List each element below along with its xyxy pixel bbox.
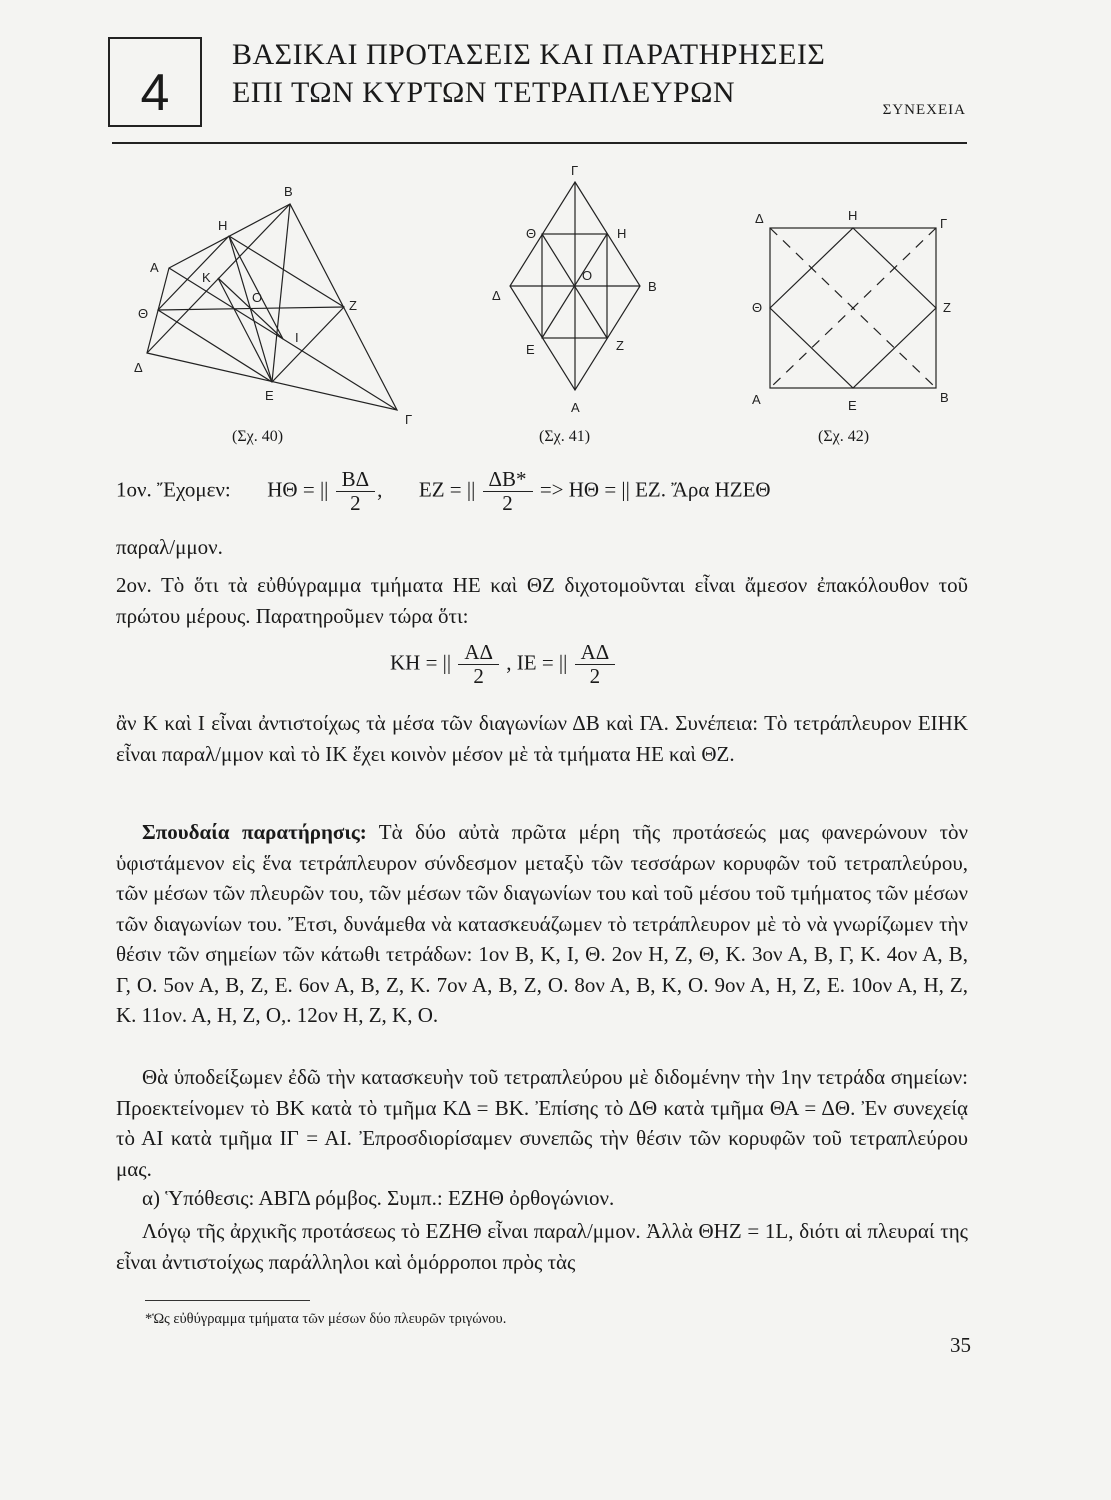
paragraph-step2-consequence: ἂν Κ καὶ Ι εἶναι ἀντιστοίχως τὰ μέσα τῶν διαγωνίων ΔΒ καὶ ΓΑ. Συνέπεια: Τὸ τετράπλευρον ΕΙΗΚ εἶναι παραλ/μμον καὶ τὸ ΙΚ ἔχει κοινὸν μέσον μὲ τὰ τμήματα ΗΕ καὶ ΘΖ. bbox=[116, 711, 968, 766]
fig40-label-k: Κ bbox=[202, 270, 211, 285]
remark-label: Σπουδαία παρατήρησις: bbox=[142, 820, 367, 844]
figure-41 bbox=[478, 160, 678, 425]
fig40-label-th: Θ bbox=[138, 306, 149, 321]
fig40-label-i: Ι bbox=[295, 330, 299, 345]
fraction-bd-over-2: $\frac{B\Delta}{2}$ bbox=[336, 468, 376, 515]
caption-fig42: (Σχ. 42) bbox=[818, 428, 870, 445]
step1-continuation: παραλ/μμον. bbox=[116, 535, 223, 559]
paragraph-construction: Θὰ ὑποδείξωμεν ἐδῶ τὴν κατασκευὴν τοῦ τετραπλεύρου μὲ διδομένην τὴν 1ην τετράδα σημείων: Προεκτείνομεν τὸ ΒΚ κατὰ τὸ τμῆμα ΚΔ = ΒΚ. Ἐπίσης τὸ ΔΘ κατὰ τμῆμα ΘΑ = ΔΘ. Ἐν συνεχείᾳ τὸ ΑΙ κατὰ τμῆμα ΙΓ = ΑΙ. Ἐπροσδιορίσαμεν συνεπῶς τὴν θέσιν τῶν κορυφῶν τοῦ τετραπλεύρου μας. bbox=[116, 1065, 968, 1181]
chapter-title-line2: ΕΠΙ ΤΩΝ ΚΥΡΤΩΝ ΤΕΤΡΑΠΛΕΥΡΩΝ bbox=[232, 76, 736, 109]
fig40-segment-hi bbox=[229, 236, 283, 339]
fig41-label-g: Γ bbox=[571, 163, 579, 178]
fig41-label-a: Α bbox=[571, 400, 580, 415]
chapter-number: 4 bbox=[140, 64, 170, 122]
fraction-db-over-2: $\frac{\Delta B*}{2}$ bbox=[483, 468, 533, 515]
paragraph-step2: 2ον. Τὸ ὅτι τὰ εὐθύγραμμα τμήματα ΗΕ καὶ ΘΖ διχοτομοῦνται εἶναι ἄμεσον ἐπακόλουθον τοῦ πρώτου μέρους. Παρατηροῦμεν τώρα ὅτι: bbox=[116, 573, 968, 628]
fig41-label-d: Δ bbox=[492, 288, 501, 303]
fig40-label-b: Β bbox=[284, 184, 293, 199]
fig40-label-o: Ο bbox=[252, 290, 263, 305]
fig40-segment-be bbox=[272, 204, 290, 382]
caption-fig41: (Σχ. 41) bbox=[539, 428, 591, 445]
page-number: 35 bbox=[950, 1333, 971, 1357]
fig42-label-b: Β bbox=[940, 390, 949, 405]
fig42-label-d: Δ bbox=[755, 211, 764, 226]
step1-ht: ΗΘ = || bbox=[267, 477, 329, 502]
chapter-number-box bbox=[108, 37, 202, 127]
equation-kh-ie: ΚΗ = || $\frac{A\Delta}{2}$ , ΙΕ = || $\frac{A\Delta}{2}$ bbox=[390, 641, 617, 688]
fig42-label-th: Θ bbox=[752, 300, 763, 315]
fig42-label-z: Ζ bbox=[943, 300, 951, 315]
fig40-label-a: Α bbox=[150, 260, 159, 275]
fig42-diagonal-ga bbox=[770, 228, 936, 388]
fig42-label-h: Η bbox=[848, 208, 858, 223]
paragraph-remark: Σπουδαία παρατήρησις: Τὰ δύο αὐτὰ πρῶτα μέρη τῆς προτάσεώς μας φανερώνουν τὸν ὑφιστάμενον εἰς ἕνα τετράπλευρον σύνδεσμον μεταξὺ τῶν τεσσάρων κορυφῶν τοῦ τετραπλεύρου, τῶν μέσων τῶν πλευρῶν του, τῶν μέσων τῶν διαγωνίων του καὶ τοῦ μέσου τοῦ τμήματος τῶν μέσων τῶν διαγωνίων του. Ἔτσι, δυνάμεθα νὰ κατασκευάζωμεν τὸ τετράπλευρον μὲ τὸ νὰ γνωρίζωμεν τὴν θέσιν τῶν σημείων τῶν κάτωθι τετράδων: 1ον Β, Κ, Ι, Θ. 2ον Η, Ζ, Θ, Κ. 3ον Α, Β, Γ, Κ. 4ον Α, Β, Γ, Ο. 5ον Α, Β, Ζ, Ε. 6ον Α, Β, Ζ, Κ. 7ον Α, Β, Ζ, Ο. 8ον Α, Β, Κ, Ο. 9ον Α, Η, Ζ, Ε. 10ον Α, Η, Ζ, Κ. 11ον. Α, Η, Ζ, Ο,. 12ον Η, Ζ, Κ, Ο. bbox=[116, 820, 968, 1027]
fig41-label-b: Β bbox=[648, 279, 657, 294]
fig40-label-h: Η bbox=[218, 218, 228, 233]
step1-prefix: 1ον. Ἔχομεν: bbox=[116, 477, 231, 502]
figure-42 bbox=[730, 160, 965, 425]
fig40-segment-ke bbox=[218, 278, 272, 382]
fig40-label-e: Ε bbox=[265, 388, 274, 403]
fig42-label-e: Ε bbox=[848, 398, 857, 413]
fig41-label-e: Ε bbox=[526, 342, 535, 357]
fig42-label-a: Α bbox=[752, 392, 761, 407]
chapter-subtitle: ΣΥΝΕΧΕΙΑ bbox=[882, 102, 966, 118]
fig40-label-z: Ζ bbox=[349, 298, 357, 313]
chapter-title-line1: ΒΑΣΙΚΑΙ ΠΡΟΤΑΣΕΙΣ ΚΑΙ ΠΑΡΑΤΗΡΗΣΕΙΣ bbox=[232, 38, 826, 71]
step1-equation: 1ον. Ἔχομεν: ΗΘ = || $\frac{B\Delta}{2}$ , ΕΖ = || $\frac{\Delta B*}{2}$ => ΗΘ = || ΕΖ. Ἄρα ΗΖΕΘ bbox=[116, 467, 771, 516]
footnote-rule bbox=[145, 1300, 310, 1301]
step1-conclusion: => ΗΘ = || ΕΖ. Ἄρα ΗΖΕΘ bbox=[539, 477, 771, 502]
figure-40 bbox=[112, 160, 432, 425]
fraction-ad-over-2-second: $\frac{A\Delta}{2}$ bbox=[575, 641, 616, 688]
fig41-label-z: Ζ bbox=[616, 338, 624, 353]
footnote: *Ὡς εὐθύγραμμα τμήματα τῶν μέσων δύο πλευρῶν τριγώνου. bbox=[145, 1311, 507, 1327]
caption-fig40: (Σχ. 40) bbox=[232, 428, 284, 445]
fraction-ad-over-2-first: $\frac{A\Delta}{2}$ bbox=[458, 641, 499, 688]
fig41-label-th: Θ bbox=[526, 226, 537, 241]
fig41-label-o: Ο bbox=[582, 268, 593, 283]
paragraph-proof: Λόγῳ τῆς ἀρχικῆς προτάσεως τὸ ΕΖΗΘ εἶναι παραλ/μμον. Ἀλλὰ ΘΗΖ = 1L, διότι αἱ πλευραί της εἶναι ἀντιστοίχως παράλληλοι καὶ ὁμόρροποι πρὸς τὰς bbox=[116, 1219, 968, 1274]
paragraph-hypothesis: α) Ὑπόθεσις: ΑΒΓΔ ρόμβος. Συμπ.: ΕΖΗΘ ὀρθογώνιον. bbox=[142, 1186, 615, 1210]
step1-ez: ΕΖ = || bbox=[418, 477, 476, 502]
fig42-label-g: Γ bbox=[940, 216, 948, 231]
fig40-label-d: Δ bbox=[134, 360, 143, 375]
fig40-label-g: Γ bbox=[405, 412, 413, 425]
fig41-label-h: Η bbox=[617, 226, 627, 241]
header-rule bbox=[112, 142, 967, 144]
